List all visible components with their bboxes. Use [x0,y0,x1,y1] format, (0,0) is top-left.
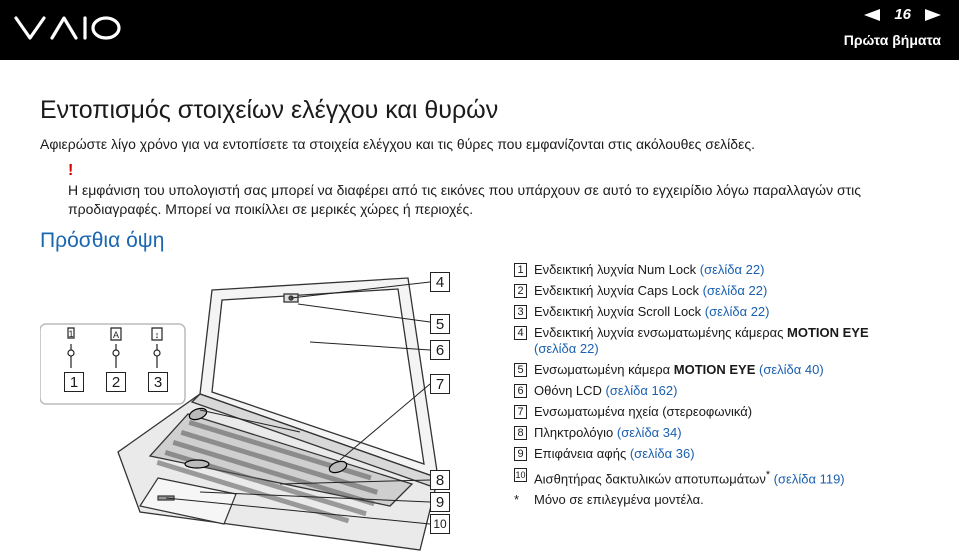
legend-number: 5 [514,363,527,377]
callout-2: 2 [106,372,126,392]
callout-4: 4 [430,272,450,292]
footnote-text: Μόνο σε επιλεγμένα μοντέλα. [534,492,704,508]
callout-1: 1 [64,372,84,392]
legend-text: Αισθητήρας δακτυλικών αποτυπωμάτων [534,471,766,487]
legend-number: 1 [514,263,527,277]
legend-number: 8 [514,426,527,440]
legend-text: Οθόνη LCD [534,383,606,398]
legend-list [514,262,944,507]
page-link[interactable]: (σελίδα 162) [605,383,678,398]
legend-number: 4 [514,326,527,340]
legend-number: 3 [514,305,527,319]
page-link[interactable]: (σελίδα 119) [773,471,845,487]
legend-number: 6 [514,384,527,398]
legend-item [514,262,944,278]
legend-bold: MOTION EYE [673,362,756,377]
legend-number: 10 [515,470,526,480]
callout-5: 5 [430,314,450,334]
intro-text: Αφιερώστε λίγο χρόνο για να εντοπίσετε τα στοιχεία ελέγχου και τις θύρες που εμφανίζονται στις ακόλουθες σελίδες. [40,136,755,152]
legend-number: 2 [514,284,527,298]
svg-text:A: A [112,330,120,340]
legend-number: 9 [514,447,527,461]
indicator-panel [40,324,185,404]
callout-10: 10 [430,514,450,534]
section-subtitle: Πρόσθια όψη [40,229,165,252]
legend-item [514,425,944,441]
section-title: Πρώτα βήματα [843,32,941,48]
callout-9: 9 [430,492,450,512]
legend-text: Πληκτρολόγιο [534,425,617,440]
arrow-right-icon[interactable] [925,9,941,21]
svg-text:↕: ↕ [154,330,160,340]
legend-item [514,446,944,462]
legend-item [514,325,944,357]
footnote [514,492,944,507]
header-bar [0,0,959,60]
page-link[interactable]: (σελίδα 22) [699,262,765,277]
note-text: Η εμφάνιση του υπολογιστή σας μπορεί να διαφέρει από τις εικόνες που υπάρχουν σε αυτό το εγχειρίδιο λόγω παραλλαγών στις προδιαγραφές. Μπορεί να ποικίλλει σε μερικές χώρες ή περιοχές. [68,182,862,217]
page-link[interactable]: (σελίδα 22) [534,341,599,356]
legend-text: Ενδεικτική λυχνία Scroll Lock [534,304,705,319]
page-link[interactable]: (σελίδα 36) [629,446,695,461]
legend-text: Ενσωματωμένη κάμερα [534,362,674,377]
page-link[interactable]: (σελίδα 34) [616,425,682,440]
legend-item [514,383,944,399]
legend-bold: MOTION EYE [787,325,869,340]
legend-item [514,467,944,487]
legend-text: Ενδεικτική λυχνία ενσωματωμένης κάμερας [534,325,787,340]
footnote-mark: * [514,492,520,508]
arrow-left-icon[interactable] [864,9,880,21]
svg-text:1: 1 [68,329,74,339]
legend-item [514,362,944,378]
page-nav [864,6,941,23]
legend-text: Επιφάνεια αφής [534,446,630,461]
page-link[interactable]: (σελίδα 40) [759,362,824,377]
warning-icon: ! [68,162,74,179]
footnote-marker: * [765,469,771,481]
num-lock-icon [68,328,74,368]
legend-item [514,283,944,299]
legend-text: Ενδεικτική λυχνία Caps Lock [534,283,703,298]
legend-item [514,404,944,420]
page-number: 16 [894,6,911,23]
callout-8: 8 [430,470,450,490]
page-title: Εντοπισμός στοιχείων ελέγχου και θυρών [40,96,499,124]
vaio-logo [12,10,124,46]
callout-6: 6 [430,340,450,360]
page-link[interactable]: (σελίδα 22) [702,283,768,298]
legend-number: 7 [514,405,527,419]
laptop-illustration [40,262,480,551]
caps-lock-icon [111,328,121,368]
legend-item [514,304,944,320]
legend-text: Ενδεικτική λυχνία Num Lock [534,262,700,277]
callout-7: 7 [430,374,450,394]
callout-3: 3 [148,372,168,392]
page-link[interactable]: (σελίδα 22) [704,304,770,319]
scroll-lock-icon [152,328,162,368]
legend-text: Ενσωματωμένα ηχεία (στερεοφωνικά) [534,404,753,419]
